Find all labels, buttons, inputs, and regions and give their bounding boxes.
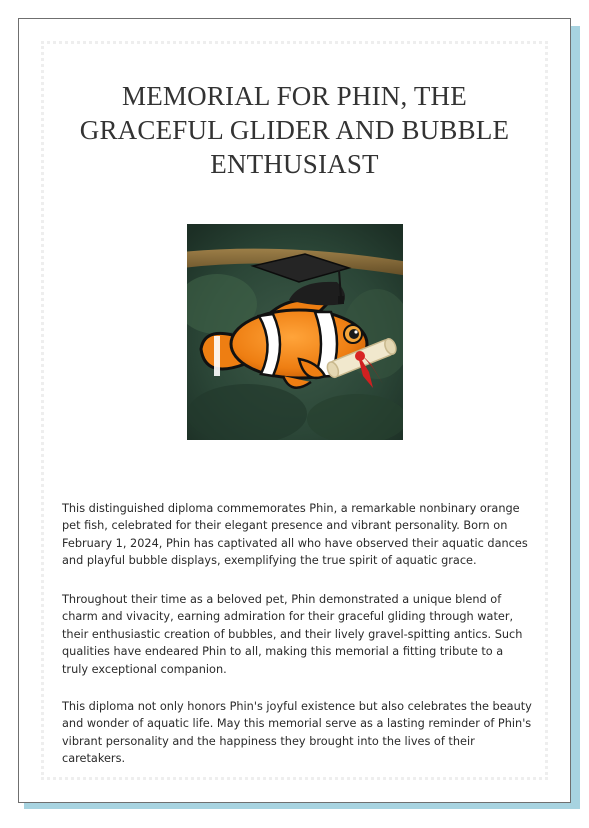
memorial-paragraph: This diploma not only honors Phin's joyful existence but also celebrates the beauty and wonder of aquatic life. May this memorial serve as a lasting reminder of Phin's vibrant personality and the happiness they brought into the lives of their caretakers. <box>62 700 532 766</box>
clownfish-portrait-image <box>187 224 403 440</box>
memorial-paragraph: Throughout their time as a beloved pet, Phin demonstrated a unique blend of charm and vivacity, earning admiration for their graceful gliding through water, their enthusiastic creation of bubbles, and their lively gravel-spitting antics. Such qualities have endeared Phin to all, making this memorial a fitting tribute to a truly exceptional companion. <box>62 593 523 676</box>
memorial-page <box>18 18 571 803</box>
memorial-paragraph: This distinguished diploma commemorates Phin, a remarkable nonbinary orange pet fish, celebrated for their elegant presence and vibrant personality. Born on February 1, 2024, Phin has captivated all who have observed their aquatic dances and playful bubble displays, exemplifying the true spirit of aquatic grace. <box>62 502 528 568</box>
memorial-title: MEMORIAL FOR PHIN, THE GRACEFUL GLIDER AND BUBBLE ENTHUSIAST <box>79 81 510 179</box>
